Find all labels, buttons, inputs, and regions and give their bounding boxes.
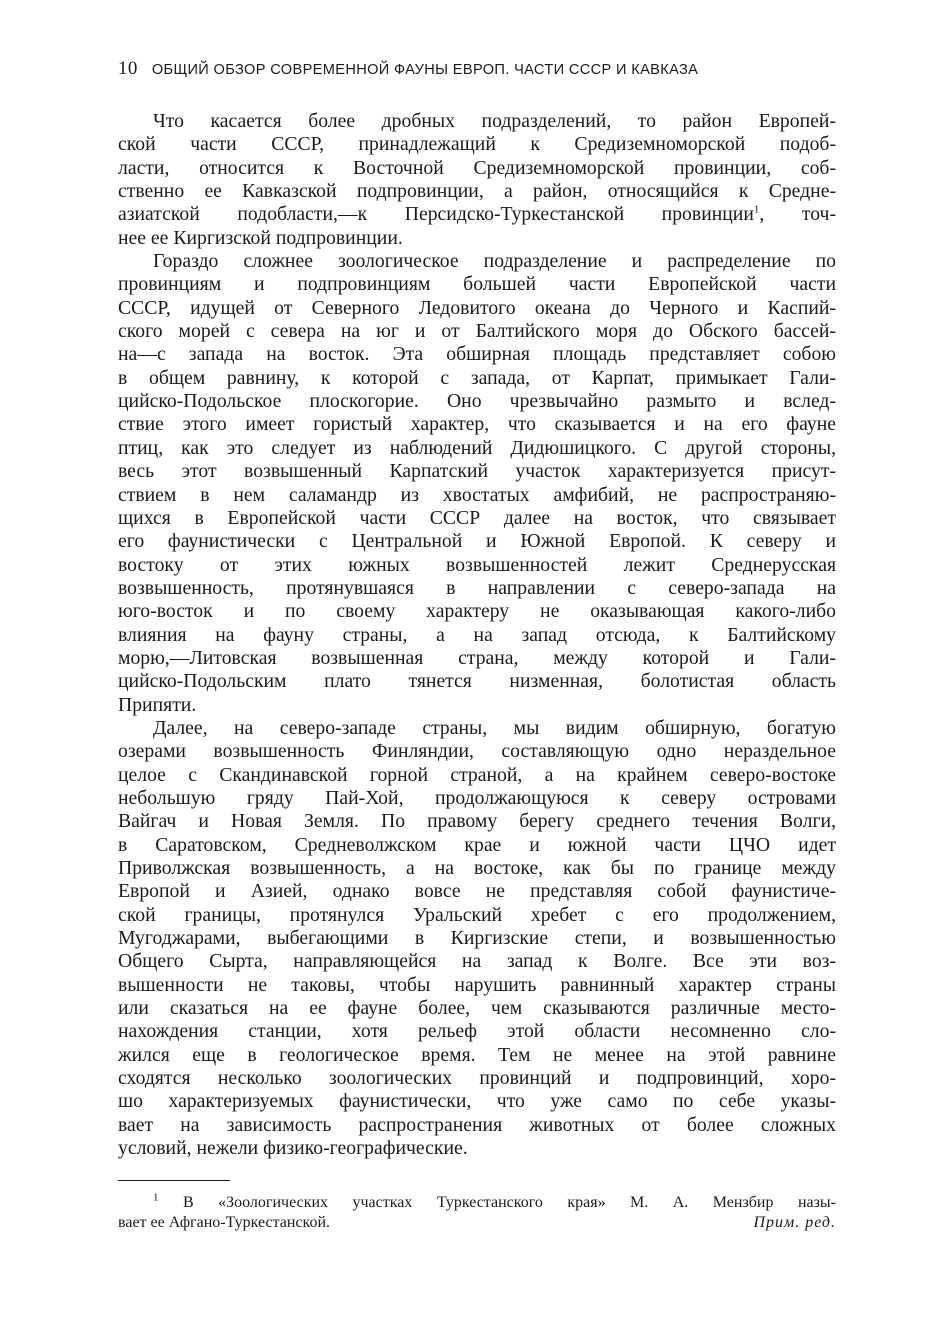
body-text bbox=[118, 110, 836, 1160]
text-line: ской границы, протянулся Уральский хребет с его продолжением, bbox=[118, 903, 836, 926]
text-line: Припяти. bbox=[118, 693, 197, 716]
paragraph-1 bbox=[118, 110, 836, 250]
text-line: юго-восток и по своему характеру не оказывающая какого-либо bbox=[118, 600, 836, 623]
footnote-text: В «Зоологических участках Туркестанского края» М. А. Мензбир назы- bbox=[182, 1194, 837, 1212]
text-line: провинциям и подпровинциям большей части Европейской части bbox=[118, 273, 836, 296]
text-line: целое с Скандинавской горной страной, а на крайнем северо-востоке bbox=[118, 763, 836, 786]
footnote-line bbox=[118, 1193, 836, 1213]
text-line-part: , точ- bbox=[759, 203, 836, 226]
text-line: вает на зависимость распространения животных от более сложных bbox=[118, 1113, 836, 1136]
text-line: Далее, на северо-западе страны, мы видим обширную, богатую bbox=[153, 716, 836, 739]
text-line: Общего Сырта, направляющейся на запад к Волге. Все эти воз- bbox=[118, 950, 836, 973]
text-line: вышенности не таковы, чтобы нарушить равнинный характер страны bbox=[118, 973, 836, 996]
text-line: влияния на фауну страны, а на запад отсюда, к Балтийскому bbox=[118, 623, 836, 646]
text-line: востоку от этих южных возвышенностей лежит Среднерусская bbox=[118, 553, 836, 576]
text-line: условий, нежели физико-географические. bbox=[118, 1137, 468, 1160]
footnotes bbox=[118, 1193, 836, 1233]
text-line: птиц, как это следует из наблюдений Дидюшицкого. С другой стороны, bbox=[118, 436, 836, 459]
page-number: 10 bbox=[118, 58, 138, 79]
text-line: ской части СССР, принадлежащий к Средиземноморской подоб- bbox=[118, 133, 836, 156]
text-line: на—с запада на восток. Эта обширная площадь представляет собою bbox=[118, 343, 836, 366]
text-line: цийско-Подольское плоскогорие. Оно чрезвычайно размыто и вслед- bbox=[118, 390, 836, 413]
text-line: Что касается более дробных подразделений, то район Европей- bbox=[153, 110, 836, 132]
paragraph-2 bbox=[118, 250, 836, 717]
text-line: ствие этого имеет гористый характер, что сказывается и на его фауне bbox=[118, 413, 836, 436]
text-line: СССР, идущей от Северного Ледовитого океана до Черного и Каспий- bbox=[118, 296, 836, 319]
text-line: в Саратовском, Средневолжском крае и южной части ЦЧО идет bbox=[118, 833, 836, 856]
text-line: небольшую гряду Пай-Хой, продолжающуюся к северу островами bbox=[118, 786, 836, 809]
text-line-part: азиатской подобласти,—к Персидско-Туркестанской провинции bbox=[118, 203, 754, 226]
text-line: его фаунистически с Центральной и Южной Европой. К северу и bbox=[118, 530, 836, 553]
text-line: возвышенность, протянувшаяся в направлении с северо-запада на bbox=[118, 576, 836, 599]
text-line: Вайгач и Новая Земля. По правому берегу среднего течения Волги, bbox=[118, 810, 836, 833]
text-line: цийско-Подольским плато тянется низменная, болотистая область bbox=[118, 670, 836, 693]
running-head bbox=[118, 58, 836, 88]
text-line: озерами возвышенность Финляндии, составляющую одно нераздельное bbox=[118, 740, 836, 763]
text-line: в общем равнину, к которой с запада, от Карпат, примыкает Гали- bbox=[118, 366, 836, 389]
paragraph-3 bbox=[118, 717, 836, 1161]
book-page bbox=[118, 58, 836, 1233]
text-line: Европой и Азией, однако вовсе не представляя собой фаунистиче- bbox=[118, 880, 836, 903]
editor-note: Прим. ред. bbox=[753, 1214, 836, 1232]
text-line: нахождения станции, хотя рельеф этой области несомненно сло- bbox=[118, 1020, 836, 1043]
text-line: или сказаться на ее фауне более, чем сказываются различные место- bbox=[118, 997, 836, 1020]
text-line: Мугоджарами, выбегающими в Киргизские степи, и возвышенностью bbox=[118, 927, 836, 950]
footnote-marker: 1 bbox=[153, 1192, 159, 1205]
text-line: ского морей с севера на юг и от Балтийского моря до Обского бассей- bbox=[118, 320, 836, 343]
text-line: морю,—Литовская возвышенная страна, между которой и Гали- bbox=[118, 646, 836, 669]
text-line: Гораздо сложнее зоологическое подразделение и распределение по bbox=[153, 250, 836, 273]
text-line: ствием в нем саламандр из хвостатых амфибий, не распространяю- bbox=[118, 483, 836, 506]
text-line-with-footnote bbox=[118, 203, 836, 226]
text-line: ственно ее Кавказской подпровинции, а район, относящийся к Средне- bbox=[118, 180, 836, 203]
text-line: шо характеризуемых фаунистически, что уже само по себе указы- bbox=[118, 1090, 836, 1113]
footnote-line bbox=[118, 1213, 836, 1233]
text-line: нее ее Киргизской подпровинции. bbox=[118, 226, 403, 249]
running-title: ОБЩИЙ ОБЗОР СОВРЕМЕННОЙ ФАУНЫ ЕВРОП. ЧАСТИ СССР И КАВКАЗА bbox=[151, 62, 699, 78]
footnote-rule bbox=[118, 1180, 230, 1181]
footnote-reference: 1 bbox=[753, 203, 760, 216]
text-line: Приволжская возвышенность, а на востоке, как бы по границе между bbox=[118, 857, 836, 879]
text-line: ласти, относится к Восточной Средиземноморской провинции, соб- bbox=[118, 156, 836, 179]
text-line: щихся в Европейской части СССР далее на восток, что связывает bbox=[118, 506, 836, 529]
text-line: весь этот возвышенный Карпатский участок характеризуется присут- bbox=[118, 460, 836, 483]
text-line: сходятся несколько зоологических провинций и подпровинций, хоро- bbox=[118, 1067, 836, 1090]
footnote-text: вает ее Афгано-Туркестанской. bbox=[118, 1214, 331, 1232]
text-line: жился еще в геологическое время. Тем не менее на этой равнине bbox=[118, 1043, 836, 1066]
